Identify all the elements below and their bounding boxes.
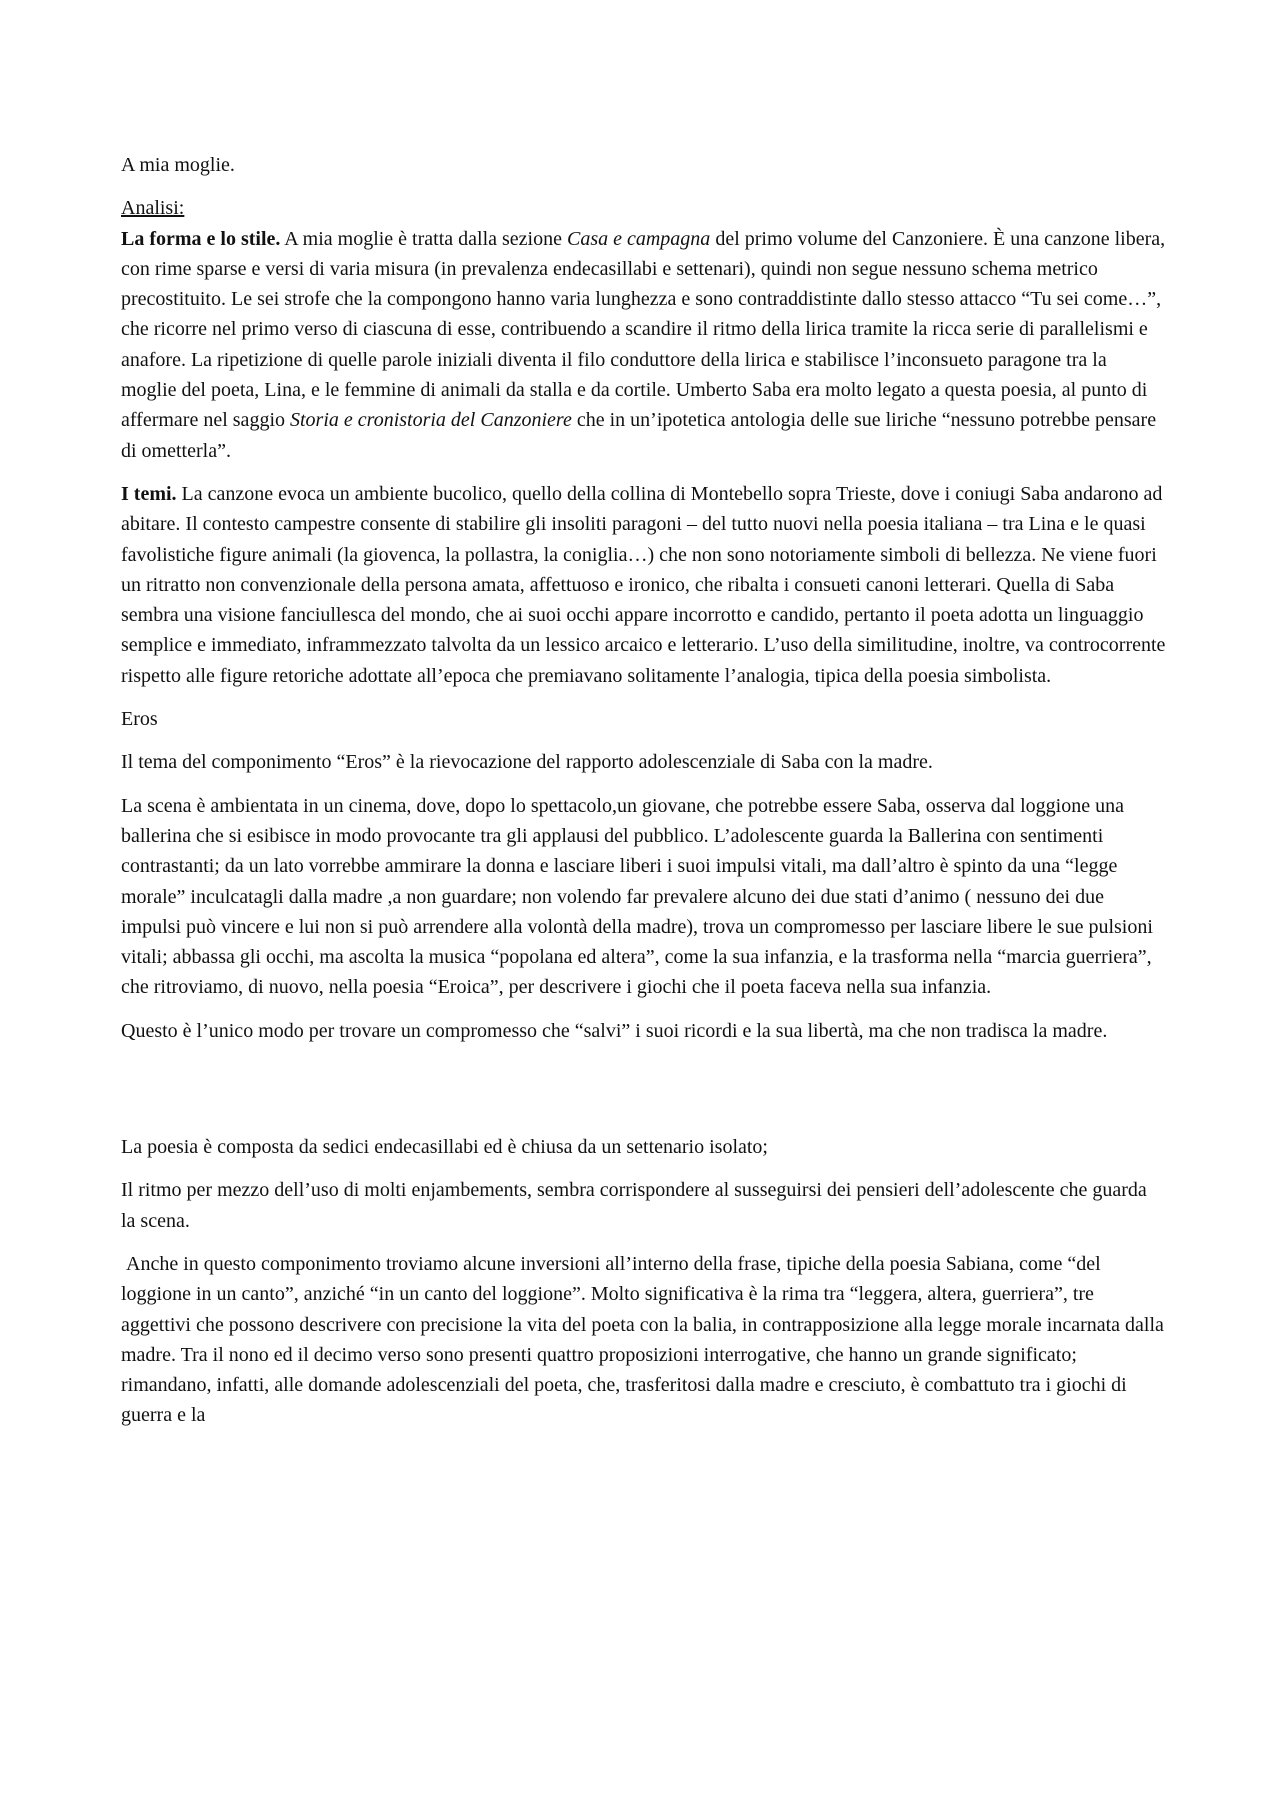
paragraph-rhythm: Il ritmo per mezzo dell’uso di molti enjambements, sembra corrispondere al susseguirsi dei pensieri dell’adolescente che guarda la scena. <box>121 1179 1147 1232</box>
paragraph-eros-theme: Il tema del componimento “Eros” è la rievocazione del rapporto adolescenziale di Saba con la madre. <box>121 751 933 774</box>
paragraph-text: La canzone evoca un ambiente bucolico, quello della collina di Montebello sopra Trieste, dove i coniugi Saba andarono ad abitare. Il contesto campestre consente di stabilire gli insoliti paragoni – del tutto nuovi nella poesia italiana – tra Lina e le quasi favolistiche figure animali (la giovenca, la pollastra, la coniglia…) che non sono notoriamente simboli di bellezza. Ne viene fuori un ritratto non convenzionale della persona amata, affettuoso e ironico, che ribalta i consueti canoni letterari. Quella di Saba sembra una visione fanciullesca del mondo, che ai suoi occhi appare incorrotto e candido, pertanto il poeta adotta un linguaggio semplice e immediato, inframmezzato talvolta da un lessico arcaico e letterario. L’uso della similitudine, inoltre, va controcorrente rispetto alle figure retoriche adottate all’epoca che premiavano solitamente l’analogia, tipica della poesia simbolista. <box>121 482 1166 687</box>
document-title: A mia moglie. <box>121 154 235 176</box>
paragraph-form-and-style <box>121 224 1166 466</box>
analysis-label <box>121 193 1166 223</box>
italic-title: Storia e cronistoria del Canzoniere <box>290 409 572 432</box>
paragraph-lead-bold: La forma e lo stile. <box>121 227 281 250</box>
analysis-label-text: Analisi: <box>121 197 185 220</box>
paragraph-text: del primo volume del Canzoniere. È una canzone libera, con rime sparse e versi di varia misura (in prevalenza endecasillabi e settenari), quindi non segue nessuno schema metrico precostituito. Le sei strofe che la compongono hanno varia lunghezza e sono contraddistinte dallo stesso attacco “Tu sei come…”, che ricorre nel primo verso di ciascuna di esse, contribuendo a scandire il ritmo della lirica tramite la ricca serie di parallelismi e anafore. La ripetizione di quelle parole iniziali diventa il filo conduttore della lirica e stabilisce l’inconsueto paragone tra la moglie del poeta, Lina, e le femmine di animali da stalla e da cortile. Umberto Saba era molto legato a questa poesia, al punto di affermare nel saggio <box>121 227 1166 432</box>
paragraph-text: che in un’ipotetica antologia delle sue liriche “nessuno potrebbe pensare di ometterla”. <box>121 409 1157 462</box>
paragraph-eros-scene: La scena è ambientata in un cinema, dove, dopo lo spettacolo,un giovane, che potrebbe essere Saba, osserva dal loggione una ballerina che si esibisce in modo provocante tra gli applausi del pubblico. L’adolescente guarda la Ballerina con sentimenti contrastanti; da un lato vorrebbe ammirare la donna e lasciare liberi i suoi impulsi vitali, ma dall’altro è spinto da una “legge morale” inculcatagli dalla madre ,a non guardare; non volendo far prevalere alcuno dei due stati d’animo ( nessuno dei due impulsi può vincere e lui non si può arrendere alla volontà della madre), trova un compromesso per lasciare libere le sue pulsioni vitali; abbassa gli occhi, ma ascolta la musica “popolana ed altera”, come la sua infanzia, e la trasforma nella “marcia guerriera”, che ritroviamo, di nuovo, nella poesia “Eroica”, per descrivere i giochi che il poeta faceva nella sua infanzia. <box>121 794 1153 999</box>
eros-heading: Eros <box>121 708 158 731</box>
paragraph-text: A mia moglie è tratta dalla sezione <box>280 227 567 250</box>
paragraph-inversions: Anche in questo componimento troviamo alcune inversioni all’interno della frase, tipiche della poesia Sabiana, come “del loggione in un canto”, anziché “in un canto del loggione”. Molto significativa è la rima tra “leggera, altera, guerriera”, tre aggettivi che possono descrivere con precisione la vita del poeta con la balia, in contrapposizione alla legge morale incarnata dalla madre. Tra il nono ed il decimo verso sono presenti quattro proposizioni interrogative, che hanno un grande significato; rimandano, infatti, alle domande adolescenziali del poeta, che, trasferitosi dalla madre e cresciuto, è combattuto tra i giochi di guerra e la <box>121 1252 1169 1427</box>
paragraph-meter: La poesia è composta da sedici endecasillabi ed è chiusa da un settenario isolato; <box>121 1136 768 1159</box>
italic-title: Casa e campagna <box>566 227 711 250</box>
paragraph-themes <box>121 479 1166 691</box>
paragraph-lead-bold: I temi. <box>121 482 177 505</box>
document-page <box>121 150 1169 1444</box>
paragraph-compromise: Questo è l’unico modo per trovare un compromesso che “salvi” i suoi ricordi e la sua libertà, ma che non tradisca la madre. <box>121 1019 1108 1042</box>
